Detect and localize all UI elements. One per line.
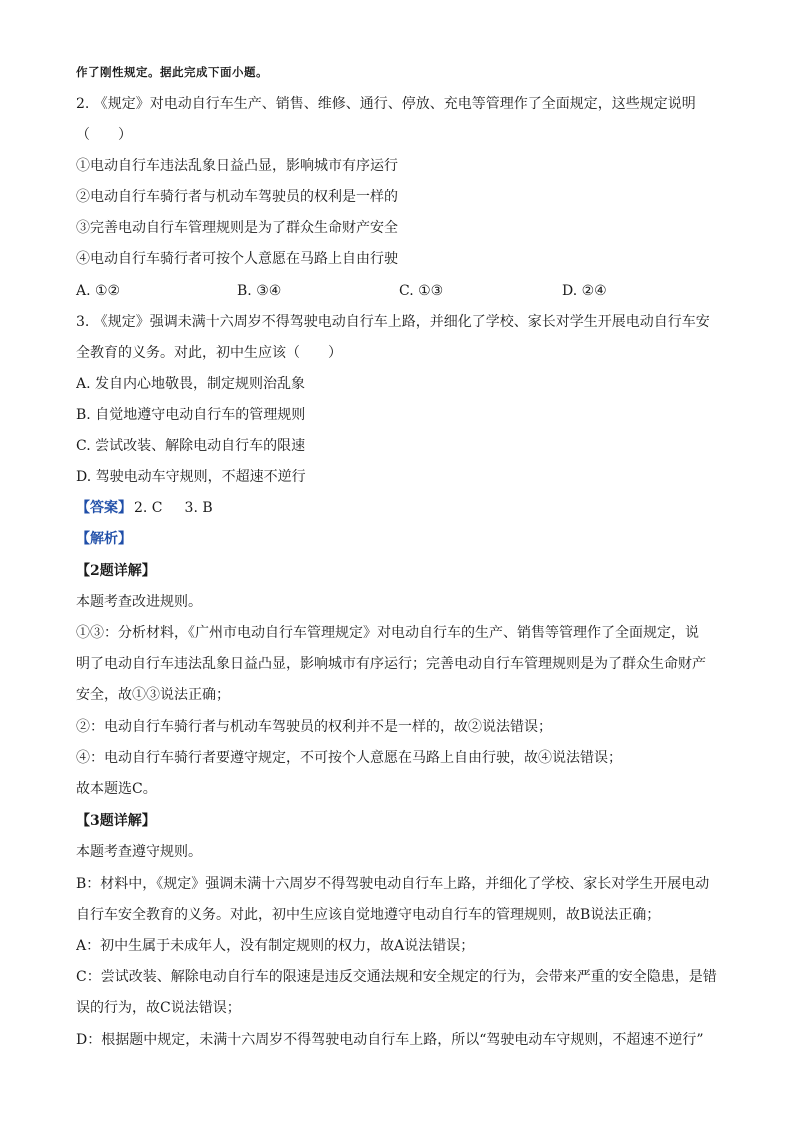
q3-option-c: C. 尝试改装、解除电动自行车的限速 <box>76 438 306 454</box>
detail2-line-4: 安全，故①③说法正确； <box>76 687 230 703</box>
detail2-line-5: ②：电动自行车骑行者与机动车驾驶员的权利并不是一样的，故②说法错误； <box>76 719 552 735</box>
q2-item-3: ③完善电动自行车管理规则是为了群众生命财产安全 <box>76 220 398 236</box>
q2-option-c: C. ①③ <box>399 283 444 299</box>
detail3-line-4: A：初中生属于未成年人，没有制定规则的权力，故A说法错误； <box>76 938 475 954</box>
answer-tag: 【答案】 <box>76 500 132 516</box>
detail2-title: 【2题详解】 <box>76 563 156 579</box>
answer-line <box>76 498 726 518</box>
q3-option-b: B. 自觉地遵守电动自行车的管理规则 <box>76 407 306 423</box>
detail3-line-2: B：材料中，《规定》强调未满十六周岁不得驾驶电动自行车上路，并细化了学校、家长对学生开展电动 <box>76 876 710 892</box>
q3-option-d: D. 驾驶电动车守规则，不超速不逆行 <box>76 469 306 485</box>
detail2-line-6: ④：电动自行车骑行者要遵守规定，不可按个人意愿在马路上自由行驶，故④说法错误； <box>76 750 622 766</box>
answer-q2: 2. C <box>134 500 163 516</box>
detail3-line-1: 本题考查遵守规则。 <box>76 844 202 860</box>
detail3-line-6: 误的行为，故C说法错误； <box>76 1000 241 1016</box>
q2-item-2: ②电动自行车骑行者与机动车驾驶员的权利是一样的 <box>76 189 398 205</box>
q2-item-4: ④电动自行车骑行者可按个人意愿在马路上自由行驶 <box>76 251 398 267</box>
q3-stem-line-1: 3. 《规定》强调未满十六周岁不得驾驶电动自行车上路，并细化了学校、家长对学生开展电动自行车安 <box>76 314 710 330</box>
q2-option-a: A. ①② <box>76 283 121 299</box>
detail3-line-3: 自行车安全教育的义务。对此，初中生应该自觉地遵守电动自行车的管理规则，故B说法正确； <box>76 907 661 923</box>
detail2-line-3: 明了电动自行车违法乱象日益凸显，影响城市有序运行；完善电动自行车管理规则是为了群众生命财产 <box>76 656 706 672</box>
detail3-title: 【3题详解】 <box>76 813 156 829</box>
q3-option-a: A. 发自内心地敬畏，制定规则治乱象 <box>76 376 306 392</box>
detail3-line-5: C：尝试改装、解除电动自行车的限速是违反交通法规和安全规定的行为，会带来严重的安全隐患，是错 <box>76 969 717 985</box>
answer-q3: 3. B <box>184 500 213 516</box>
q3-stem-line-2: 全教育的义务。对此，初中生应该（ ） <box>76 345 342 361</box>
intro-tail-text: 作了刚性规定。据此完成下面小题。 <box>76 65 268 79</box>
detail3-line-7: D：根据题中规定，未满十六周岁不得驾驶电动自行车上路，所以“驾驶电动车守规则，不超速不逆行” <box>76 1032 704 1048</box>
q2-option-b: B. ③④ <box>237 283 282 299</box>
detail2-line-2: ①③：分析材料，《广州市电动自行车管理规定》对电动自行车的生产、销售等管理作了全面规定，说 <box>76 625 699 641</box>
analysis-tag: 【解析】 <box>76 531 132 547</box>
detail2-line-1: 本题考查改进规则。 <box>76 594 202 610</box>
q2-stem-line-2: （ ） <box>76 127 132 143</box>
q2-item-1: ①电动自行车违法乱象日益凸显，影响城市有序运行 <box>76 158 398 174</box>
q2-options-row <box>76 281 726 301</box>
q2-stem-line-1: 2. 《规定》对电动自行车生产、销售、维修、通行、停放、充电等管理作了全面规定，这些规定说明 <box>76 96 696 112</box>
detail2-line-7: 故本题选C。 <box>76 781 157 797</box>
q2-option-d: D. ②④ <box>562 283 607 299</box>
